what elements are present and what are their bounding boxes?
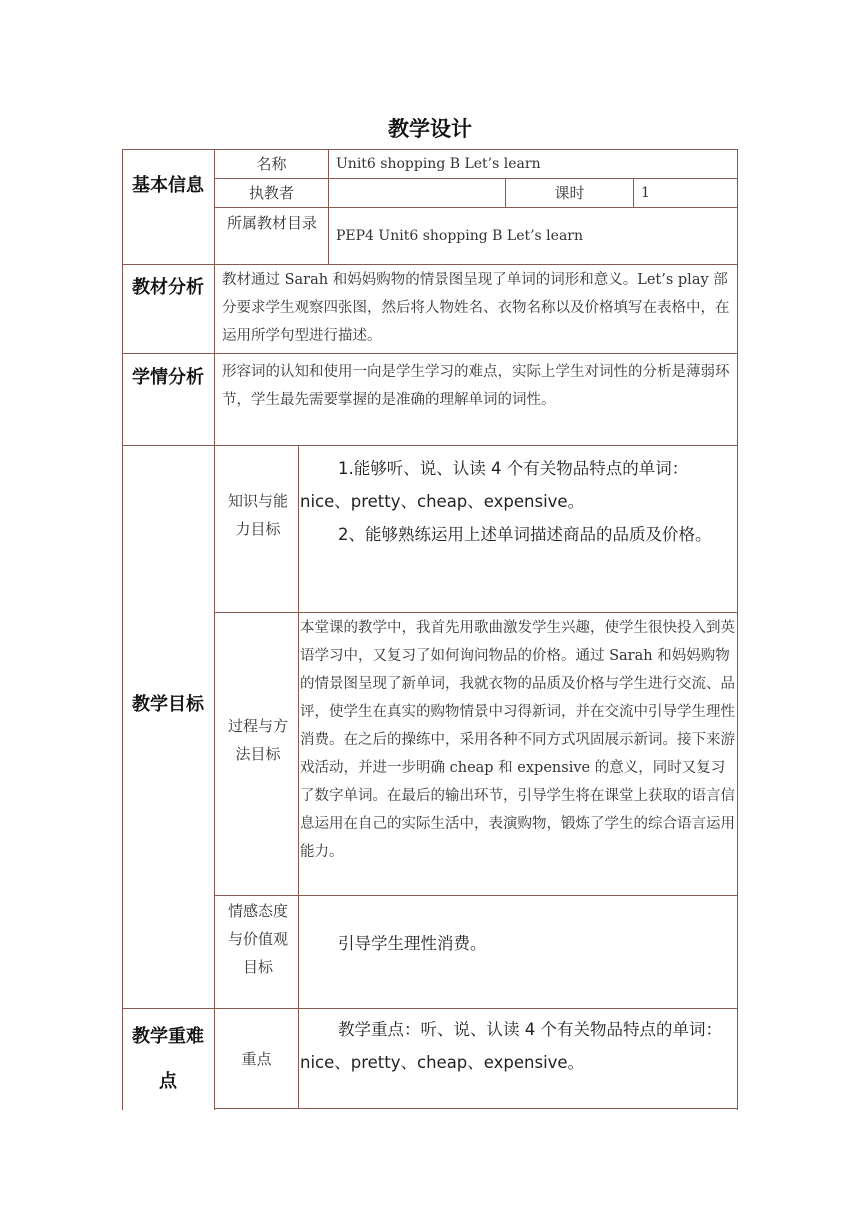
- knowledge-goal-label: 知识与能力目标: [227, 492, 288, 538]
- process-goal-text: 本堂课的教学中，我首先用歌曲激发学生兴趣，使学生很快投入到英语学习中，又复习了如何询问物品的价格。通过 Sarah 和妈妈购物的情景图呈现了新单词，我就衣物的品质及价格与学生进行交流、品评，使学生在真实的购物情景中习得新词，并在交流中引导学生理性消费。在之后的操练中，采用各种不同方式巩固展示新词。接下来游戏活动，并进一步明确 cheap 和 expensive 的意义，同时又复习了数字单词。在最后的输出环节，引导学生将在课堂上获取的语言信息运用在自己的实际生活中，表演购物，锻炼了学生的综合语言运用能力。: [300, 620, 735, 860]
- period-value: 1: [641, 185, 650, 201]
- key-points-heading: 教学重难点: [132, 1026, 204, 1092]
- knowledge-goal-line-2: 2、能够熟练运用上述单词描述商品的品质及价格。: [338, 525, 712, 544]
- material-analysis-text: 教材通过 Sarah 和妈妈购物的情景图呈现了单词的词形和意义。Let’s play 部分要求学生观察四张图，然后将人物姓名、衣物名称以及价格填写在表格中，在运用所学句型进行描述。: [222, 272, 730, 344]
- catalog-value: PEP4 Unit6 shopping B Let’s learn: [336, 228, 584, 244]
- period-label: 课时: [554, 184, 585, 202]
- name-value: Unit6 shopping B Let’s learn: [336, 156, 541, 172]
- key-point-label: 重点: [241, 1050, 272, 1068]
- page-title: 教学设计: [388, 117, 472, 141]
- teaching-goals-heading: 教学目标: [132, 694, 204, 715]
- process-goal-label: 过程与方法目标: [227, 717, 288, 763]
- learner-analysis-heading: 学情分析: [132, 367, 204, 388]
- learner-analysis-text: 形容词的认知和使用一向是学生学习的难点，实际上学生对词性的分析是薄弱环节，学生最先需要掌握的是准确的理解单词的词性。: [222, 364, 730, 408]
- name-label: 名称: [256, 155, 287, 173]
- basic-info-heading: [132, 163, 204, 208]
- material-analysis-heading: 教材分析: [132, 277, 204, 298]
- teacher-label: 执教者: [248, 184, 294, 202]
- knowledge-goal-text: [300, 452, 737, 551]
- emotion-goal-text: 引导学生理性消费。: [338, 934, 487, 953]
- catalog-label: 所属教材目录: [226, 214, 317, 232]
- basic-info-heading-text: 基本信息: [132, 175, 204, 196]
- emotion-goal-label: 情感态度与价值观目标: [227, 902, 288, 976]
- knowledge-goal-line-1: 1.能够听、说、认读 4 个有关物品特点的单词：nice、pretty、cheap、expensive。: [300, 459, 689, 511]
- key-point-text: 教学重点：听、说、认读 4 个有关物品特点的单词：nice、pretty、cheap、expensive。: [300, 1020, 722, 1072]
